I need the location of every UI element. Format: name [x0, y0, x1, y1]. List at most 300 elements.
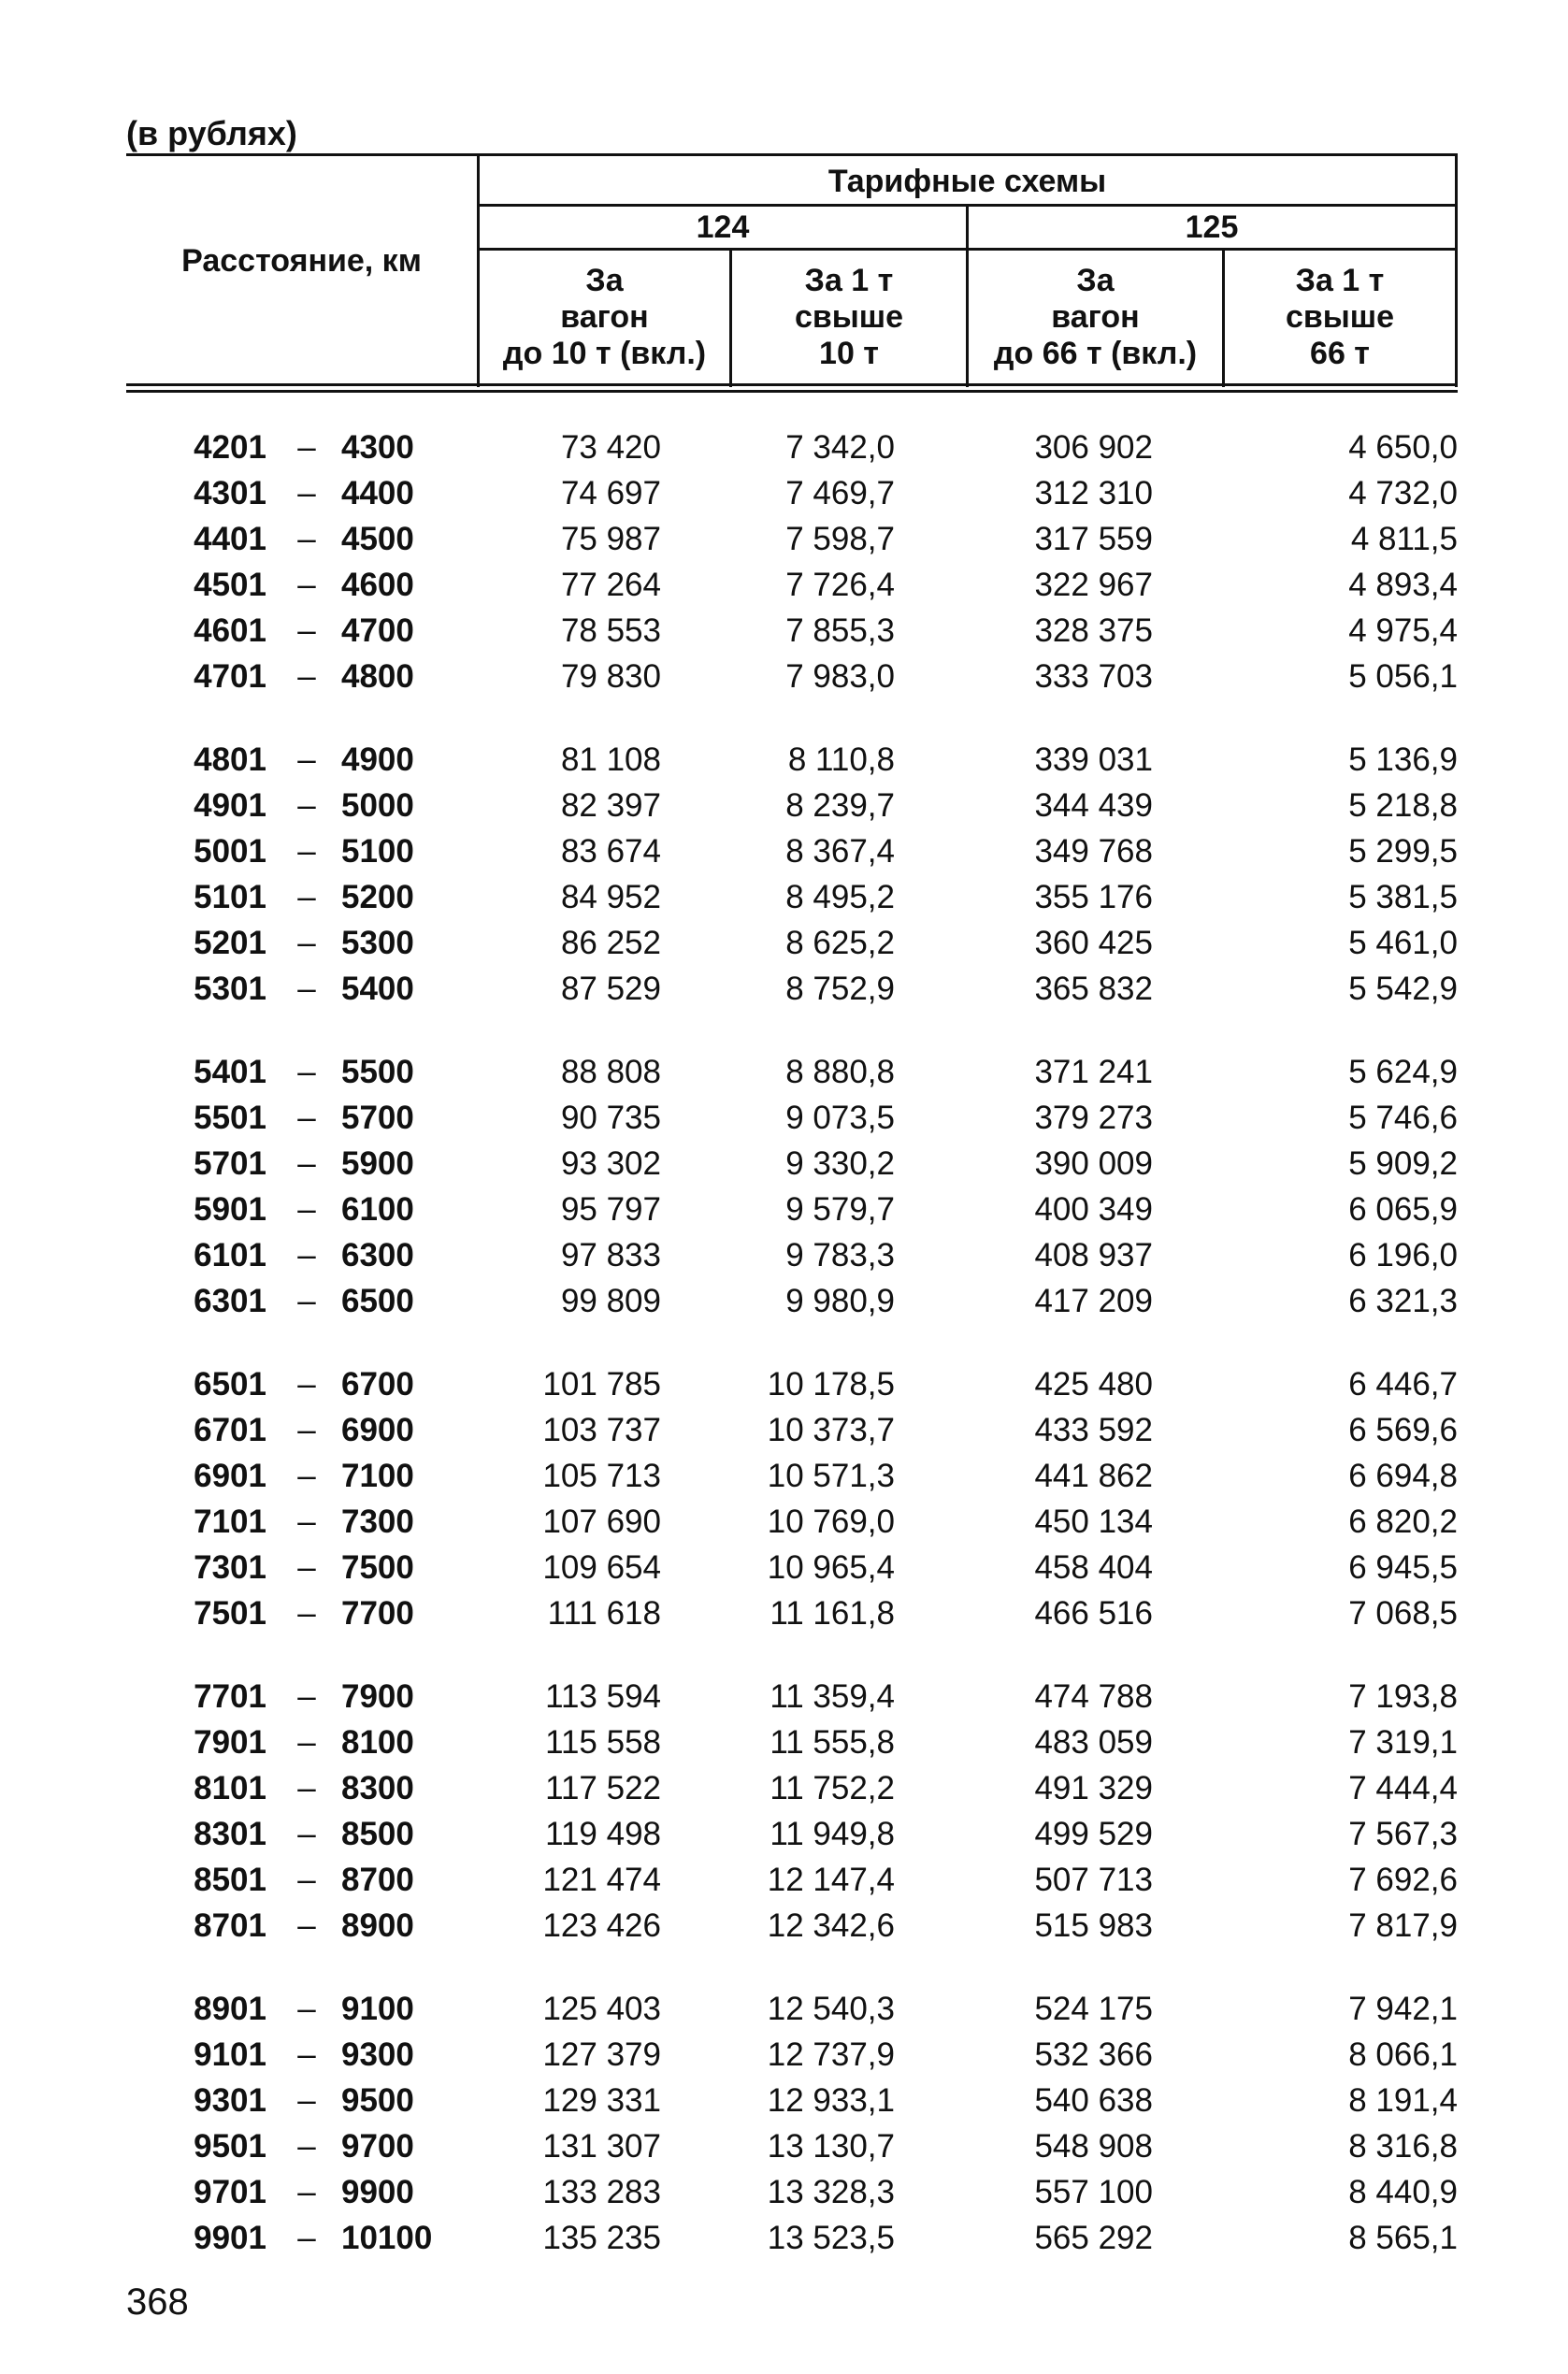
distance-to: 6700 [341, 1366, 414, 1403]
rate-ton-over-66: 7 692,6 [1348, 1862, 1458, 1898]
rate-wagon-10: 125 403 [542, 1991, 661, 2027]
distance-to: 5700 [341, 1100, 414, 1136]
distance-from: 5401 [194, 1054, 266, 1090]
table-row [126, 1050, 1458, 1096]
rate-wagon-10: 95 797 [560, 1191, 661, 1228]
rate-wagon-66: 540 638 [1034, 2082, 1153, 2119]
table-row [126, 563, 1458, 609]
table-row [126, 2170, 1458, 2216]
distance-to: 10100 [341, 2220, 433, 2256]
rate-ton-over-10: 8 625,2 [785, 925, 895, 961]
range-dash: – [297, 925, 316, 961]
distance-to: 9500 [341, 2082, 414, 2119]
rate-ton-over-66: 7 942,1 [1348, 1991, 1458, 2027]
range-dash: – [297, 879, 316, 915]
rate-ton-over-66: 7 444,4 [1348, 1770, 1458, 1806]
distance-to: 7500 [341, 1549, 414, 1586]
rate-wagon-66: 349 768 [1034, 833, 1153, 870]
distance-to: 7900 [341, 1678, 414, 1715]
rate-wagon-66: 548 908 [1034, 2128, 1153, 2165]
distance-to: 6300 [341, 1237, 414, 1273]
distance-from: 7701 [194, 1678, 266, 1715]
distance-to: 9100 [341, 1991, 414, 2027]
rate-wagon-10: 107 690 [542, 1504, 661, 1540]
range-dash: – [297, 1678, 316, 1715]
range-dash: – [297, 567, 316, 603]
header-bottom-rule-2 [126, 390, 1458, 393]
rate-ton-over-10: 9 579,7 [785, 1191, 895, 1228]
col-per-ton-10 [732, 251, 966, 383]
distance-from: 6901 [194, 1458, 266, 1494]
rate-wagon-66: 317 559 [1034, 521, 1153, 557]
rate-wagon-66: 328 375 [1034, 612, 1153, 649]
col-per-wagon-66 [969, 251, 1222, 383]
table-row [126, 1766, 1458, 1812]
rate-wagon-10: 117 522 [545, 1770, 661, 1806]
rate-wagon-66: 339 031 [1034, 741, 1153, 778]
range-dash: – [297, 1283, 316, 1319]
table-row [126, 1408, 1458, 1454]
distance-to: 5900 [341, 1145, 414, 1182]
range-dash: – [297, 521, 316, 557]
table-row [126, 1675, 1458, 1720]
table-header [126, 153, 1458, 391]
distance-from: 6701 [194, 1412, 266, 1448]
rate-wagon-66: 333 703 [1034, 658, 1153, 695]
table-row [126, 609, 1458, 655]
rate-ton-over-10: 11 752,2 [770, 1770, 895, 1806]
table-row [126, 1812, 1458, 1858]
range-dash: – [297, 1504, 316, 1540]
table-row [126, 1187, 1458, 1233]
distance-to: 9900 [341, 2174, 414, 2210]
col1-line2: вагон [560, 298, 649, 335]
distance-from: 4301 [194, 475, 266, 511]
scheme-125-header: 125 [1185, 209, 1239, 245]
rate-wagon-66: 557 100 [1034, 2174, 1153, 2210]
rate-wagon-10: 86 252 [560, 925, 661, 961]
rate-ton-over-66: 5 136,9 [1348, 741, 1458, 778]
table-row [126, 1142, 1458, 1187]
row-group [126, 1987, 1458, 2262]
distance-from: 5101 [194, 879, 266, 915]
rate-ton-over-66: 6 820,2 [1348, 1504, 1458, 1540]
table-row [126, 2079, 1458, 2124]
range-dash: – [297, 1816, 316, 1852]
distance-to: 9700 [341, 2128, 414, 2165]
distance-from: 8501 [194, 1862, 266, 1898]
rate-wagon-66: 565 292 [1034, 2220, 1153, 2256]
col2-line1: За 1 т [804, 262, 894, 298]
rate-ton-over-10: 10 571,3 [767, 1458, 895, 1494]
col1-line1: За [585, 262, 624, 298]
rate-ton-over-66: 6 321,3 [1348, 1283, 1458, 1319]
rate-wagon-10: 97 833 [560, 1237, 661, 1273]
rate-ton-over-10: 8 880,8 [785, 1054, 895, 1090]
rate-wagon-10: 131 307 [542, 2128, 661, 2165]
table-row [126, 1500, 1458, 1546]
distance-to: 5000 [341, 787, 414, 824]
table-row [126, 1987, 1458, 2033]
range-dash: – [297, 1100, 316, 1136]
rate-ton-over-66: 8 191,4 [1348, 2082, 1458, 2119]
rate-ton-over-66: 6 196,0 [1348, 1237, 1458, 1273]
rate-wagon-10: 103 737 [542, 1412, 661, 1448]
range-dash: – [297, 475, 316, 511]
rate-wagon-10: 82 397 [560, 787, 661, 824]
table-row [126, 875, 1458, 921]
distance-from: 5001 [194, 833, 266, 870]
col2-line2: свыше [794, 298, 904, 335]
rate-ton-over-10: 10 769,0 [767, 1504, 895, 1540]
distance-to: 7700 [341, 1595, 414, 1632]
table-row [126, 967, 1458, 1013]
scheme-124-header: 124 [696, 209, 750, 245]
rate-ton-over-66: 5 381,5 [1348, 879, 1458, 915]
distance-from: 4501 [194, 567, 266, 603]
rate-ton-over-10: 8 752,9 [785, 971, 895, 1007]
table-row [126, 471, 1458, 517]
distance-to: 4400 [341, 475, 414, 511]
rate-ton-over-66: 7 567,3 [1348, 1816, 1458, 1852]
rate-ton-over-66: 7 319,1 [1348, 1724, 1458, 1761]
rate-wagon-66: 524 175 [1034, 1991, 1153, 2027]
distance-from: 5701 [194, 1145, 266, 1182]
rate-ton-over-10: 12 147,4 [767, 1862, 895, 1898]
rate-wagon-10: 84 952 [560, 879, 661, 915]
distance-from: 5901 [194, 1191, 266, 1228]
schemes-header: Тарифные схемы [827, 163, 1107, 199]
col4-line2: свыше [1285, 298, 1395, 335]
rate-wagon-10: 129 331 [542, 2082, 661, 2119]
header-bottom-rule-1 [126, 383, 1458, 386]
rate-wagon-66: 433 592 [1034, 1412, 1153, 1448]
table-row [126, 2033, 1458, 2079]
rate-wagon-10: 88 808 [560, 1054, 661, 1090]
distance-to: 5300 [341, 925, 414, 961]
rate-wagon-66: 507 713 [1034, 1862, 1153, 1898]
rate-ton-over-66: 7 817,9 [1348, 1907, 1458, 1944]
rate-ton-over-66: 6 065,9 [1348, 1191, 1458, 1228]
rate-wagon-66: 312 310 [1034, 475, 1153, 511]
range-dash: – [297, 658, 316, 695]
row-group [126, 738, 1458, 1013]
rate-ton-over-10: 10 178,5 [767, 1366, 895, 1403]
table-row [126, 1720, 1458, 1766]
distance-to: 4600 [341, 567, 414, 603]
rate-ton-over-10: 9 980,9 [785, 1283, 895, 1319]
table-row [126, 425, 1458, 471]
col1-line3: до 10 т (вкл.) [502, 335, 707, 371]
rate-ton-over-66: 6 569,6 [1348, 1412, 1458, 1448]
table-row [126, 1362, 1458, 1408]
rate-ton-over-66: 6 446,7 [1348, 1366, 1458, 1403]
rate-wagon-10: 93 302 [560, 1145, 661, 1182]
distance-to: 7300 [341, 1504, 414, 1540]
rate-wagon-10: 77 264 [560, 567, 661, 603]
col3-line3: до 66 т (вкл.) [993, 335, 1198, 371]
table-row [126, 1454, 1458, 1500]
rate-wagon-66: 365 832 [1034, 971, 1153, 1007]
range-dash: – [297, 1549, 316, 1586]
distance-to: 8100 [341, 1724, 414, 1761]
range-dash: – [297, 1145, 316, 1182]
rate-wagon-66: 371 241 [1034, 1054, 1153, 1090]
rate-wagon-66: 532 366 [1034, 2036, 1153, 2073]
rate-wagon-10: 123 426 [542, 1907, 661, 1944]
rate-ton-over-66: 5 461,0 [1348, 925, 1458, 961]
rate-ton-over-66: 5 218,8 [1348, 787, 1458, 824]
distance-from: 8901 [194, 1991, 266, 2027]
rate-ton-over-66: 5 624,9 [1348, 1054, 1458, 1090]
rate-ton-over-10: 7 983,0 [785, 658, 895, 695]
rate-ton-over-10: 11 949,8 [770, 1816, 895, 1852]
table-row [126, 784, 1458, 829]
rate-wagon-10: 90 735 [560, 1100, 661, 1136]
rate-ton-over-10: 9 330,2 [785, 1145, 895, 1182]
col-per-ton-66 [1225, 251, 1455, 383]
rate-ton-over-10: 11 161,8 [770, 1595, 895, 1632]
rate-ton-over-66: 4 650,0 [1348, 429, 1458, 466]
rate-ton-over-10: 11 359,4 [770, 1678, 895, 1715]
table-row [126, 1858, 1458, 1904]
rate-ton-over-66: 4 893,4 [1348, 567, 1458, 603]
rate-ton-over-66: 8 066,1 [1348, 2036, 1458, 2073]
distance-to: 6900 [341, 1412, 414, 1448]
rate-ton-over-10: 7 598,7 [785, 521, 895, 557]
page-number: 368 [126, 2281, 189, 2323]
table-row [126, 1279, 1458, 1325]
rate-ton-over-66: 5 746,6 [1348, 1100, 1458, 1136]
distance-to: 4500 [341, 521, 414, 557]
distance-from: 9501 [194, 2128, 266, 2165]
rate-wagon-66: 355 176 [1034, 879, 1153, 915]
table-row [126, 1096, 1458, 1142]
range-dash: – [297, 971, 316, 1007]
distance-from: 9701 [194, 2174, 266, 2210]
distance-from: 8301 [194, 1816, 266, 1852]
distance-to: 5200 [341, 879, 414, 915]
distance-from: 7901 [194, 1724, 266, 1761]
rate-ton-over-66: 4 811,5 [1350, 521, 1458, 557]
header-top-rule [126, 153, 1458, 156]
rate-ton-over-66: 8 440,9 [1348, 2174, 1458, 2210]
rate-wagon-10: 109 654 [542, 1549, 661, 1586]
distance-from: 9901 [194, 2220, 266, 2256]
distance-from: 4701 [194, 658, 266, 695]
rate-wagon-66: 322 967 [1034, 567, 1153, 603]
row-group [126, 1050, 1458, 1325]
distance-from: 6501 [194, 1366, 266, 1403]
rate-ton-over-66: 6 694,8 [1348, 1458, 1458, 1494]
rate-ton-over-66: 4 975,4 [1348, 612, 1458, 649]
rate-ton-over-10: 7 855,3 [785, 612, 895, 649]
rate-wagon-10: 79 830 [560, 658, 661, 695]
rate-ton-over-10: 7 469,7 [785, 475, 895, 511]
rate-wagon-66: 474 788 [1034, 1678, 1153, 1715]
distance-to: 8900 [341, 1907, 414, 1944]
rate-ton-over-66: 5 056,1 [1348, 658, 1458, 695]
rate-ton-over-10: 12 737,9 [767, 2036, 895, 2073]
distance-from: 7501 [194, 1595, 266, 1632]
rate-wagon-66: 441 862 [1034, 1458, 1153, 1494]
rate-wagon-66: 458 404 [1034, 1549, 1153, 1586]
range-dash: – [297, 2220, 316, 2256]
distance-from: 8701 [194, 1907, 266, 1944]
rate-wagon-66: 344 439 [1034, 787, 1153, 824]
range-dash: – [297, 1412, 316, 1448]
rate-wagon-66: 499 529 [1034, 1816, 1153, 1852]
rate-wagon-66: 400 349 [1034, 1191, 1153, 1228]
distance-to: 8700 [341, 1862, 414, 1898]
range-dash: – [297, 1907, 316, 1944]
table-row [126, 921, 1458, 967]
table-row [126, 1233, 1458, 1279]
tariff-table-body [126, 425, 1458, 2299]
range-dash: – [297, 1724, 316, 1761]
rate-ton-over-66: 7 068,5 [1348, 1595, 1458, 1632]
rate-ton-over-10: 8 495,2 [785, 879, 895, 915]
distance-to: 5100 [341, 833, 414, 870]
rate-wagon-66: 515 983 [1034, 1907, 1153, 1944]
distance-from: 4201 [194, 429, 266, 466]
table-row [126, 655, 1458, 700]
rate-wagon-10: 105 713 [542, 1458, 661, 1494]
rate-ton-over-10: 10 373,7 [767, 1412, 895, 1448]
rate-wagon-66: 306 902 [1034, 429, 1153, 466]
rate-ton-over-10: 13 130,7 [767, 2128, 895, 2165]
distance-to: 7100 [341, 1458, 414, 1494]
distance-to: 4700 [341, 612, 414, 649]
distance-to: 5500 [341, 1054, 414, 1090]
distance-from: 5301 [194, 971, 266, 1007]
distance-from: 4901 [194, 787, 266, 824]
rate-wagon-10: 127 379 [542, 2036, 661, 2073]
rate-ton-over-10: 10 965,4 [767, 1549, 895, 1586]
range-dash: – [297, 1366, 316, 1403]
col3-line2: вагон [1051, 298, 1140, 335]
rate-wagon-10: 75 987 [560, 521, 661, 557]
rate-wagon-66: 417 209 [1034, 1283, 1153, 1319]
rate-wagon-10: 111 618 [547, 1595, 661, 1632]
distance-from: 4401 [194, 521, 266, 557]
table-row [126, 1904, 1458, 1950]
table-row [126, 829, 1458, 875]
rate-wagon-10: 113 594 [545, 1678, 661, 1715]
rate-ton-over-66: 5 909,2 [1348, 1145, 1458, 1182]
range-dash: – [297, 1770, 316, 1806]
rate-wagon-10: 81 108 [560, 741, 661, 778]
range-dash: – [297, 1595, 316, 1632]
rate-wagon-66: 425 480 [1034, 1366, 1153, 1403]
rate-wagon-66: 379 273 [1034, 1100, 1153, 1136]
rate-wagon-10: 121 474 [542, 1862, 661, 1898]
distance-from: 6301 [194, 1283, 266, 1319]
range-dash: – [297, 787, 316, 824]
range-dash: – [297, 2036, 316, 2073]
range-dash: – [297, 2174, 316, 2210]
range-dash: – [297, 833, 316, 870]
table-row [126, 2124, 1458, 2170]
distance-to: 8500 [341, 1816, 414, 1852]
range-dash: – [297, 1862, 316, 1898]
rate-ton-over-66: 5 542,9 [1348, 971, 1458, 1007]
range-dash: – [297, 741, 316, 778]
rate-ton-over-66: 5 299,5 [1348, 833, 1458, 870]
distance-to: 4300 [341, 429, 414, 466]
distance-to: 6100 [341, 1191, 414, 1228]
distance-to: 6500 [341, 1283, 414, 1319]
rate-ton-over-10: 8 367,4 [785, 833, 895, 870]
range-dash: – [297, 1458, 316, 1494]
range-dash: – [297, 2082, 316, 2119]
table-row [126, 738, 1458, 784]
table-row [126, 1546, 1458, 1591]
col-per-wagon-10 [480, 251, 729, 383]
rate-ton-over-66: 7 193,8 [1348, 1678, 1458, 1715]
rate-wagon-10: 83 674 [560, 833, 661, 870]
distance-to: 4900 [341, 741, 414, 778]
distance-from: 6101 [194, 1237, 266, 1273]
rate-wagon-66: 390 009 [1034, 1145, 1153, 1182]
rate-wagon-10: 115 558 [545, 1724, 661, 1761]
row-group [126, 1362, 1458, 1637]
rate-ton-over-10: 12 933,1 [767, 2082, 895, 2119]
col3-line1: За [1076, 262, 1115, 298]
distance-from: 4801 [194, 741, 266, 778]
range-dash: – [297, 1191, 316, 1228]
distance-from: 9101 [194, 2036, 266, 2073]
row-group [126, 1675, 1458, 1950]
rate-ton-over-10: 8 110,8 [787, 741, 895, 778]
rate-ton-over-10: 7 726,4 [785, 567, 895, 603]
table-row [126, 2216, 1458, 2262]
range-dash: – [297, 429, 316, 466]
distance-from: 4601 [194, 612, 266, 649]
table-row [126, 1591, 1458, 1637]
rate-wagon-10: 133 283 [542, 2174, 661, 2210]
rate-wagon-10: 73 420 [560, 429, 661, 466]
distance-from: 5201 [194, 925, 266, 961]
distance-to: 4800 [341, 658, 414, 695]
rate-ton-over-66: 8 316,8 [1348, 2128, 1458, 2165]
rate-ton-over-10: 12 342,6 [767, 1907, 895, 1944]
rate-ton-over-10: 9 073,5 [785, 1100, 895, 1136]
distance-to: 5400 [341, 971, 414, 1007]
col2-line3: 10 т [819, 335, 879, 371]
distance-to: 9300 [341, 2036, 414, 2073]
distance-to: 8300 [341, 1770, 414, 1806]
range-dash: – [297, 2128, 316, 2165]
rate-ton-over-66: 4 732,0 [1348, 475, 1458, 511]
rate-wagon-10: 74 697 [560, 475, 661, 511]
range-dash: – [297, 1054, 316, 1090]
unit-caption: (в рублях) [126, 114, 297, 152]
rate-ton-over-10: 12 540,3 [767, 1991, 895, 2027]
rate-wagon-66: 408 937 [1034, 1237, 1153, 1273]
rate-wagon-66: 450 134 [1034, 1504, 1153, 1540]
rate-ton-over-10: 13 523,5 [767, 2220, 895, 2256]
rate-wagon-66: 466 516 [1034, 1595, 1153, 1632]
rate-ton-over-10: 7 342,0 [785, 429, 895, 466]
distance-from: 7301 [194, 1549, 266, 1586]
rate-ton-over-10: 11 555,8 [770, 1724, 895, 1761]
distance-from: 7101 [194, 1504, 266, 1540]
rate-wagon-10: 119 498 [545, 1816, 661, 1852]
distance-from: 5501 [194, 1100, 266, 1136]
rate-ton-over-66: 6 945,5 [1348, 1549, 1458, 1586]
row-group [126, 425, 1458, 700]
